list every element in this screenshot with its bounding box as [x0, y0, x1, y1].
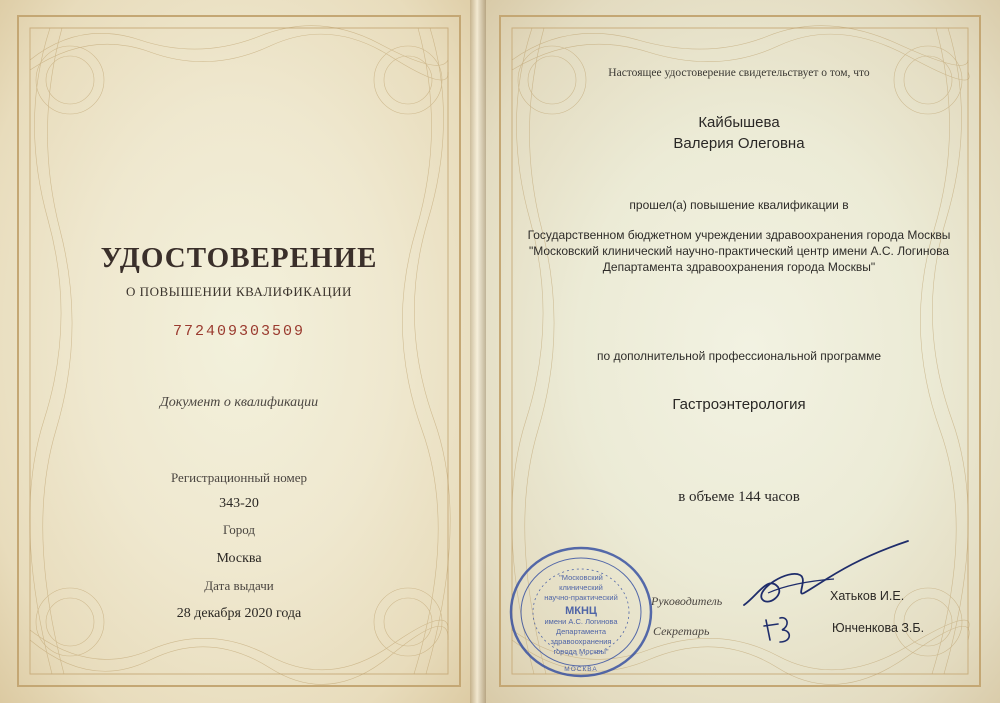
stamp-line-4: МКНЦ [565, 605, 597, 617]
registration-label: Регистрационный номер [171, 470, 307, 485]
secretary-signature [760, 612, 810, 648]
issue-date-value: 28 декабря 2020 года [176, 606, 302, 621]
stamp-line-2: клинический [559, 583, 603, 592]
head-role: Руководитель [651, 594, 723, 608]
secretary-name: Юнченкова З.Б. [832, 621, 925, 635]
city-value: Москва [216, 551, 262, 566]
stamp-line-6: Департамента [555, 627, 607, 636]
program-intro: по дополнительной профессиональной программе [596, 349, 882, 363]
certificate-title: УДОСТОВЕРЕНИЕ [100, 242, 378, 274]
holder-given-names: Валерия Олеговна [673, 135, 805, 152]
serial-number: 772409303509 [172, 323, 306, 340]
program-name: Гастроэнтерология [672, 396, 806, 413]
guilloche-border-left [0, 0, 478, 703]
issue-date-label: Дата выдачи [204, 578, 274, 593]
institution-line-2: "Московский клинический научно-практический центр имени А.С. Логинова [528, 244, 950, 258]
left-page [0, 0, 478, 703]
registration-number: 343-20 [219, 496, 259, 511]
certificate-subtitle: О ПОВЫШЕНИИ КВАЛИФИКАЦИИ [126, 284, 352, 299]
city-label: Город [222, 522, 256, 537]
secretary-role: Секретарь [653, 624, 710, 638]
stamp-line-3: научно-практический [544, 593, 618, 602]
document-type: Документ о квалификации [159, 395, 319, 410]
stamp-bottom-text: МОСКВА [564, 666, 598, 673]
official-stamp [507, 544, 655, 680]
head-signature [738, 535, 918, 615]
completed-training-text: прошел(а) повышение квалификации в [629, 198, 849, 212]
stamp-line-7: здравоохранения [550, 637, 612, 646]
institution-line-3: Департамента здравоохранения города Москвы" [602, 260, 876, 274]
holder-surname: Кайбышева [698, 114, 780, 131]
stamp-line-8: города Москвы" [553, 647, 609, 656]
program-hours: в объеме 144 часов [678, 489, 800, 505]
certifies-intro: Настоящее удостоверение свидетельствует о том, что [608, 67, 870, 79]
stamp-line-5: имени А.С. Логинова [544, 617, 618, 626]
stamp-line-1: "Московский [559, 573, 603, 582]
head-name: Хатьков И.Е. [830, 589, 905, 603]
institution-line-1: Государственном бюджетном учреждении здравоохранения города Москвы [527, 228, 951, 242]
